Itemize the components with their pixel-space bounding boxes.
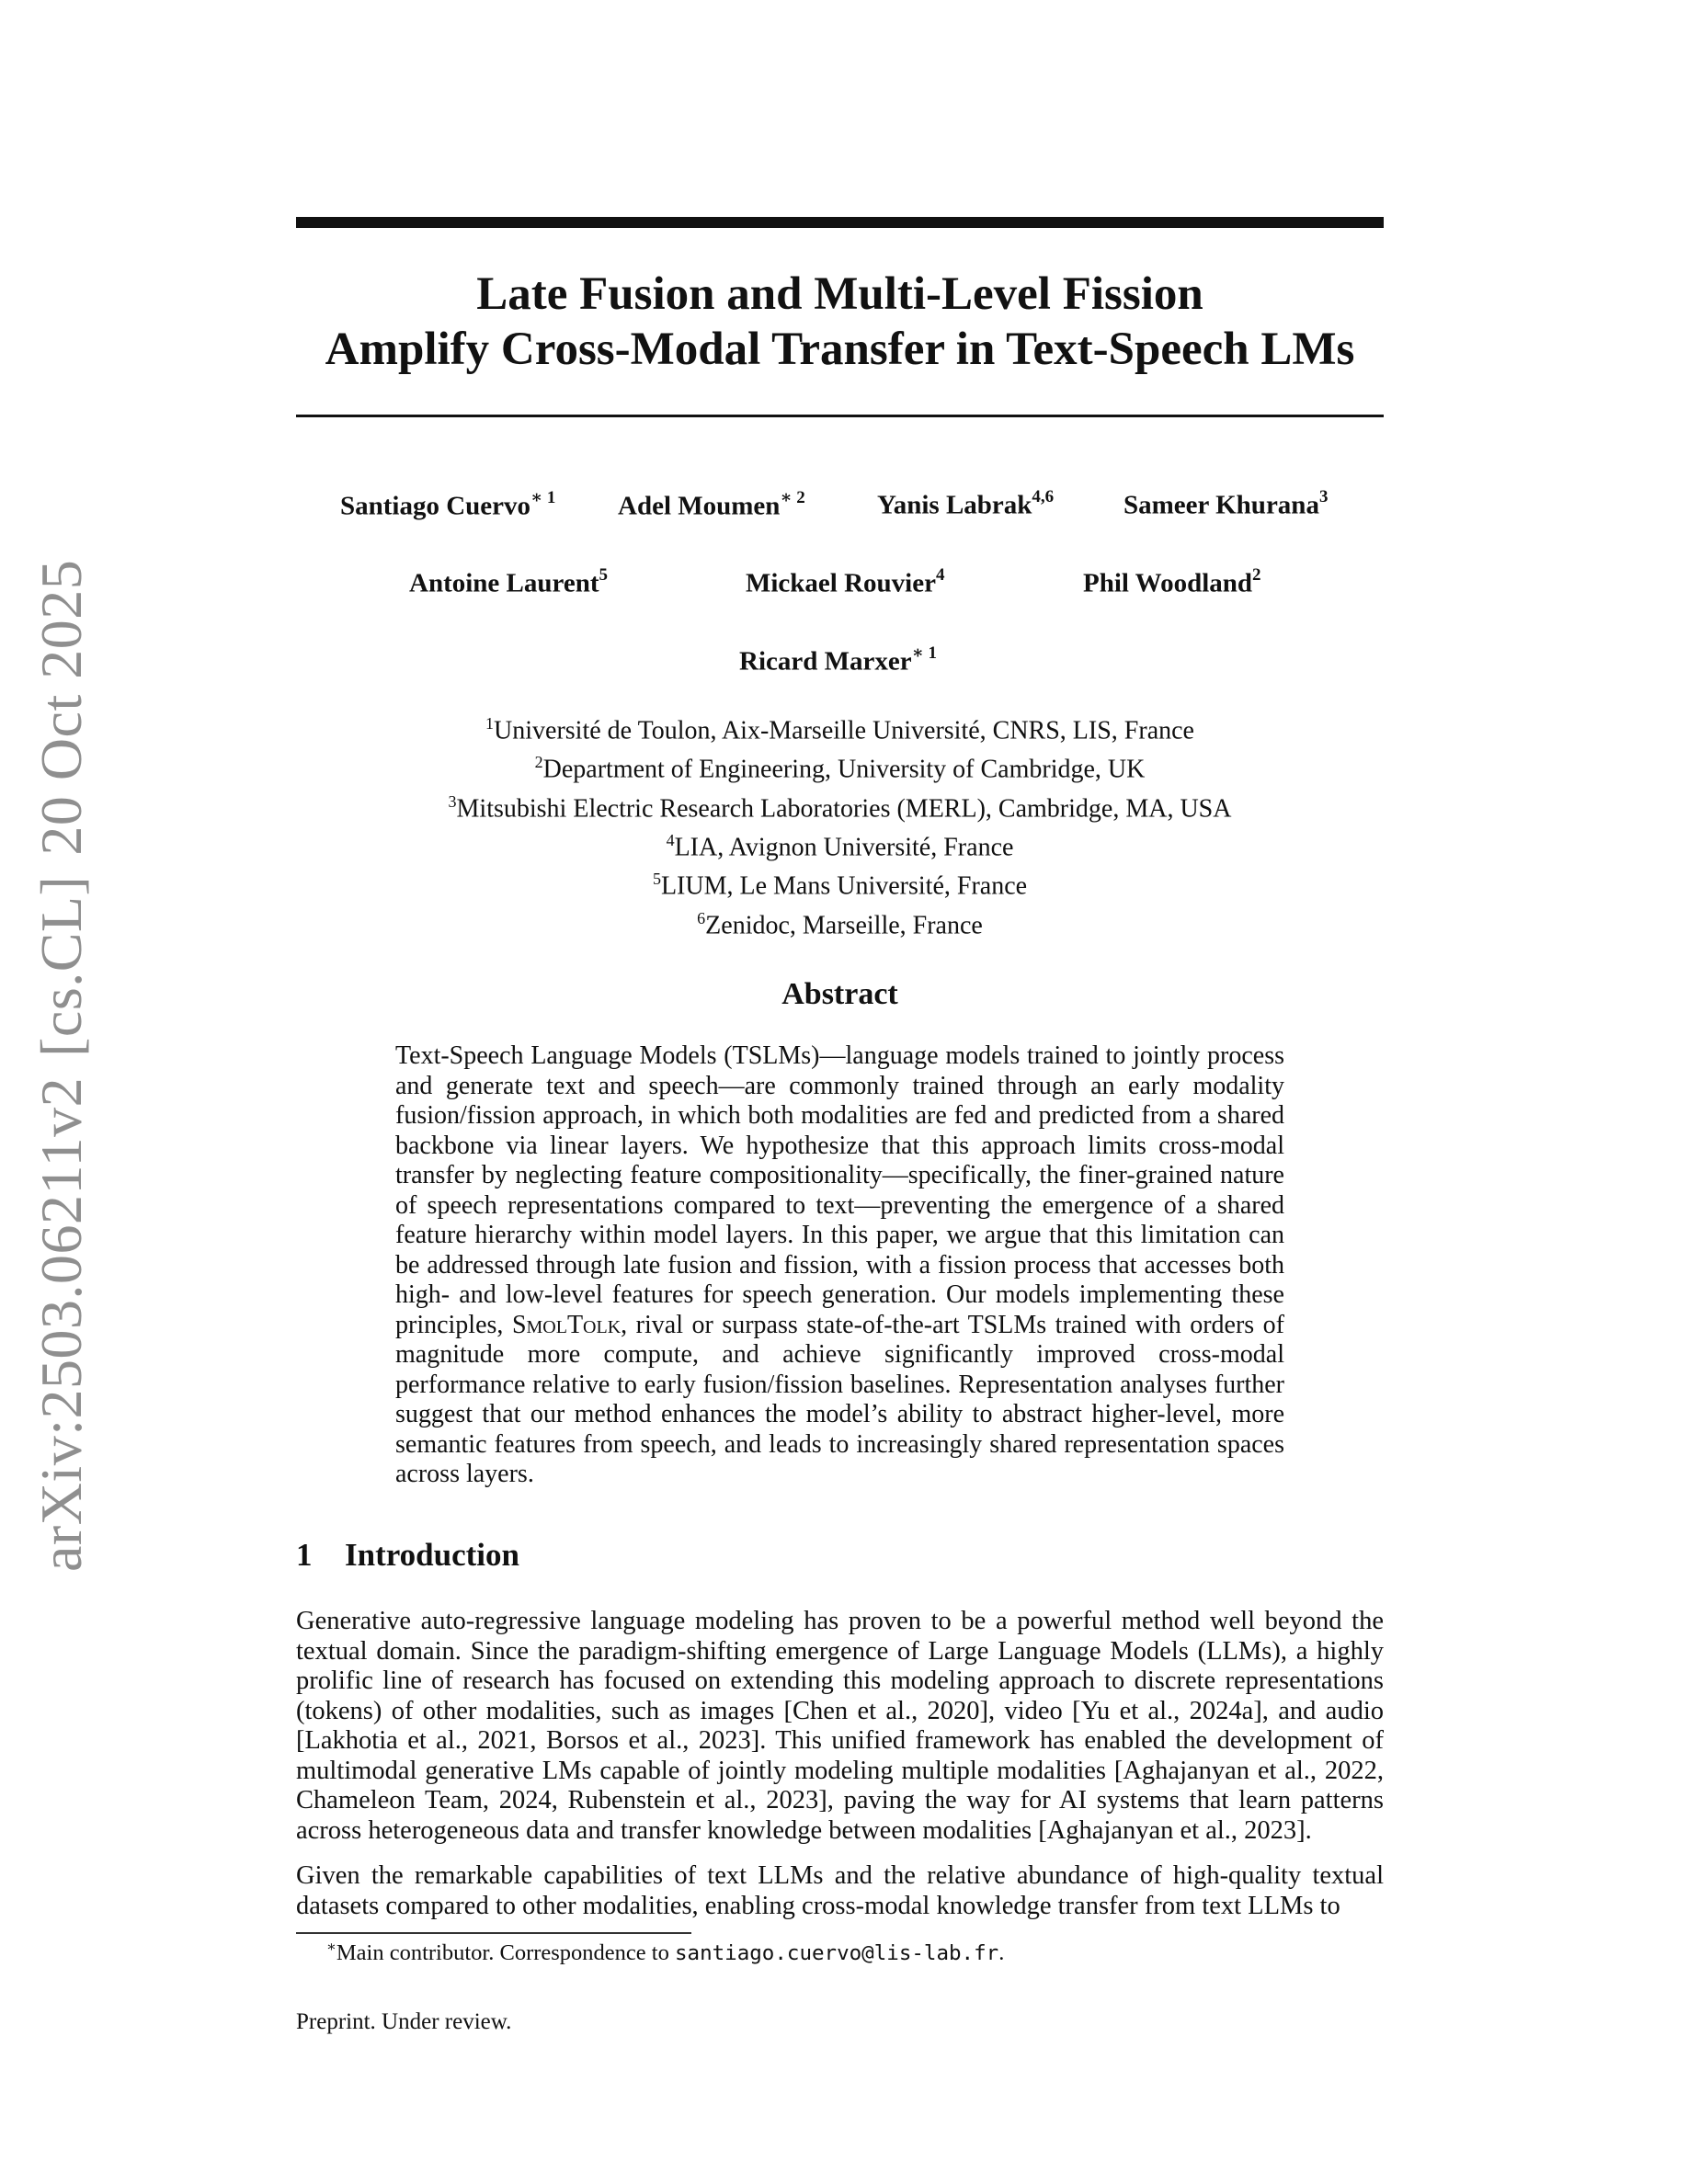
section-title: Introduction <box>345 1537 519 1573</box>
author: Adel Moumen$^{∗ 2}$ <box>618 488 805 521</box>
footnote: ∗Main contributor. Correspondence to santiago.cuervo@lis-lab.fr. <box>326 1939 1005 1966</box>
author: Santiago Cuervo$^{∗ 1}$ <box>340 488 556 521</box>
title-line-2: Amplify Cross-Modal Transfer in Text-Speech LMs <box>325 324 1355 375</box>
affiliations <box>296 708 1384 941</box>
arxiv-id: arXiv:2503.06211v2 <box>29 1076 94 1572</box>
title-top-rule <box>296 217 1384 228</box>
preprint-notice: Preprint. Under review. <box>296 2009 512 2034</box>
title-bottom-rule <box>296 415 1384 417</box>
author: Antoine Laurent$^5$ <box>409 565 609 598</box>
abstract-heading: Abstract <box>781 977 898 1011</box>
affiliation: $^2$Department of Engineering, University of Cambridge, UK <box>534 753 1146 784</box>
author: Mickael Rouvier$^4$ <box>746 565 945 598</box>
author: Ricard Marxer$^{∗ 1}$ <box>739 643 937 677</box>
arxiv-stamp <box>28 559 96 1572</box>
intro-paragraph-1: Generative auto-regressive language modeling has proven to be a powerful method well beyond the textual domain. Since the paradigm-shifting emergence of Large Language Models (LLMs), a highly prolific line of research has focused on extending this modeling approach to discrete representations (tokens) of other modalities, such as images [Chen et al., 2020], video [Yu et al., 2024a], and audio [Lakhotia et al., 2021, Borsos et al., 2023]. This unified framework has enabled the development of multimodal generative LMs capable of jointly modeling multiple modalities [Aghajanyan et al., 2022, Chameleon Team, 2024, Rubenstein et al., 2023], paving the way for AI systems that learn patterns across heterogeneous data and transfer knowledge between modalities [Aghajanyan et al., 2023]. <box>296 1607 1384 1845</box>
affiliation: $^3$Mitsubishi Electric Research Laboratories (MERL), Cambridge, MA, USA <box>448 791 1232 823</box>
affiliation: $^6$Zenidoc, Marseille, France <box>697 908 983 939</box>
arxiv-date: 20 Oct 2025 <box>29 559 94 856</box>
paper-title <box>296 267 1384 377</box>
intro-paragraph-2: Given the remarkable capabilities of text LLMs and the relative abundance of high-quality textual datasets compared to other modalities, enabling cross-modal knowledge transfer from text LLMs to <box>296 1861 1384 1920</box>
affiliation: $^5$LIUM, Le Mans Université, France <box>652 870 1028 901</box>
affiliation: $^4$LIA, Avignon Université, France <box>666 830 1014 862</box>
abstract-body: Text-Speech Language Models (TSLMs)—language models trained to jointly process and generate text and speech—are commonly trained through an early modality fusion/fission approach, in which both modalities are fed and predicted from a shared backbone via linear layers. We hypothesize that this approach limits cross-modal transfer by neglecting feature compositionality—specifically, the finer-grained nature of speech representations compared to text—preventing the emergence of a shared feature hierarchy within model layers. In this paper, we argue that this limitation can be addressed through late fusion and fission, with a fission process that accesses both high- and low-level features for speech generation. Our models implementing these principles, SmolTolk, rival or surpass state-of-the-art TSLMs trained with orders of magnitude more compute, and achieve significantly improved cross-modal performance relative to early fusion/fission baselines. Representation analyses further suggest that our method enhances the model’s ability to abstract higher-level, more semantic features from speech, and leads to increasingly shared representation spaces across layers. <box>395 1041 1285 1488</box>
affiliation: $^1$Université de Toulon, Aix-Marseille Université, CNRS, LIS, France <box>485 714 1194 745</box>
footnote-rule <box>296 1932 691 1934</box>
title-line-1: Late Fusion and Multi-Level Fission <box>476 268 1203 320</box>
author: Sameer Khurana$^3$ <box>1123 487 1329 520</box>
correspondence-email: santiago.cuervo@lis-lab.fr <box>674 1941 999 1966</box>
section-heading <box>296 1537 519 1574</box>
arxiv-category: [cs.CL] <box>29 875 94 1057</box>
model-name: SmolTolk <box>511 1310 622 1339</box>
footnote-mark: ∗ <box>326 1939 336 1955</box>
section-number: 1 <box>296 1537 313 1573</box>
author: Phil Woodland$^2$ <box>1083 565 1261 598</box>
author: Yanis Labrak$^{4,6}$ <box>877 487 1055 520</box>
